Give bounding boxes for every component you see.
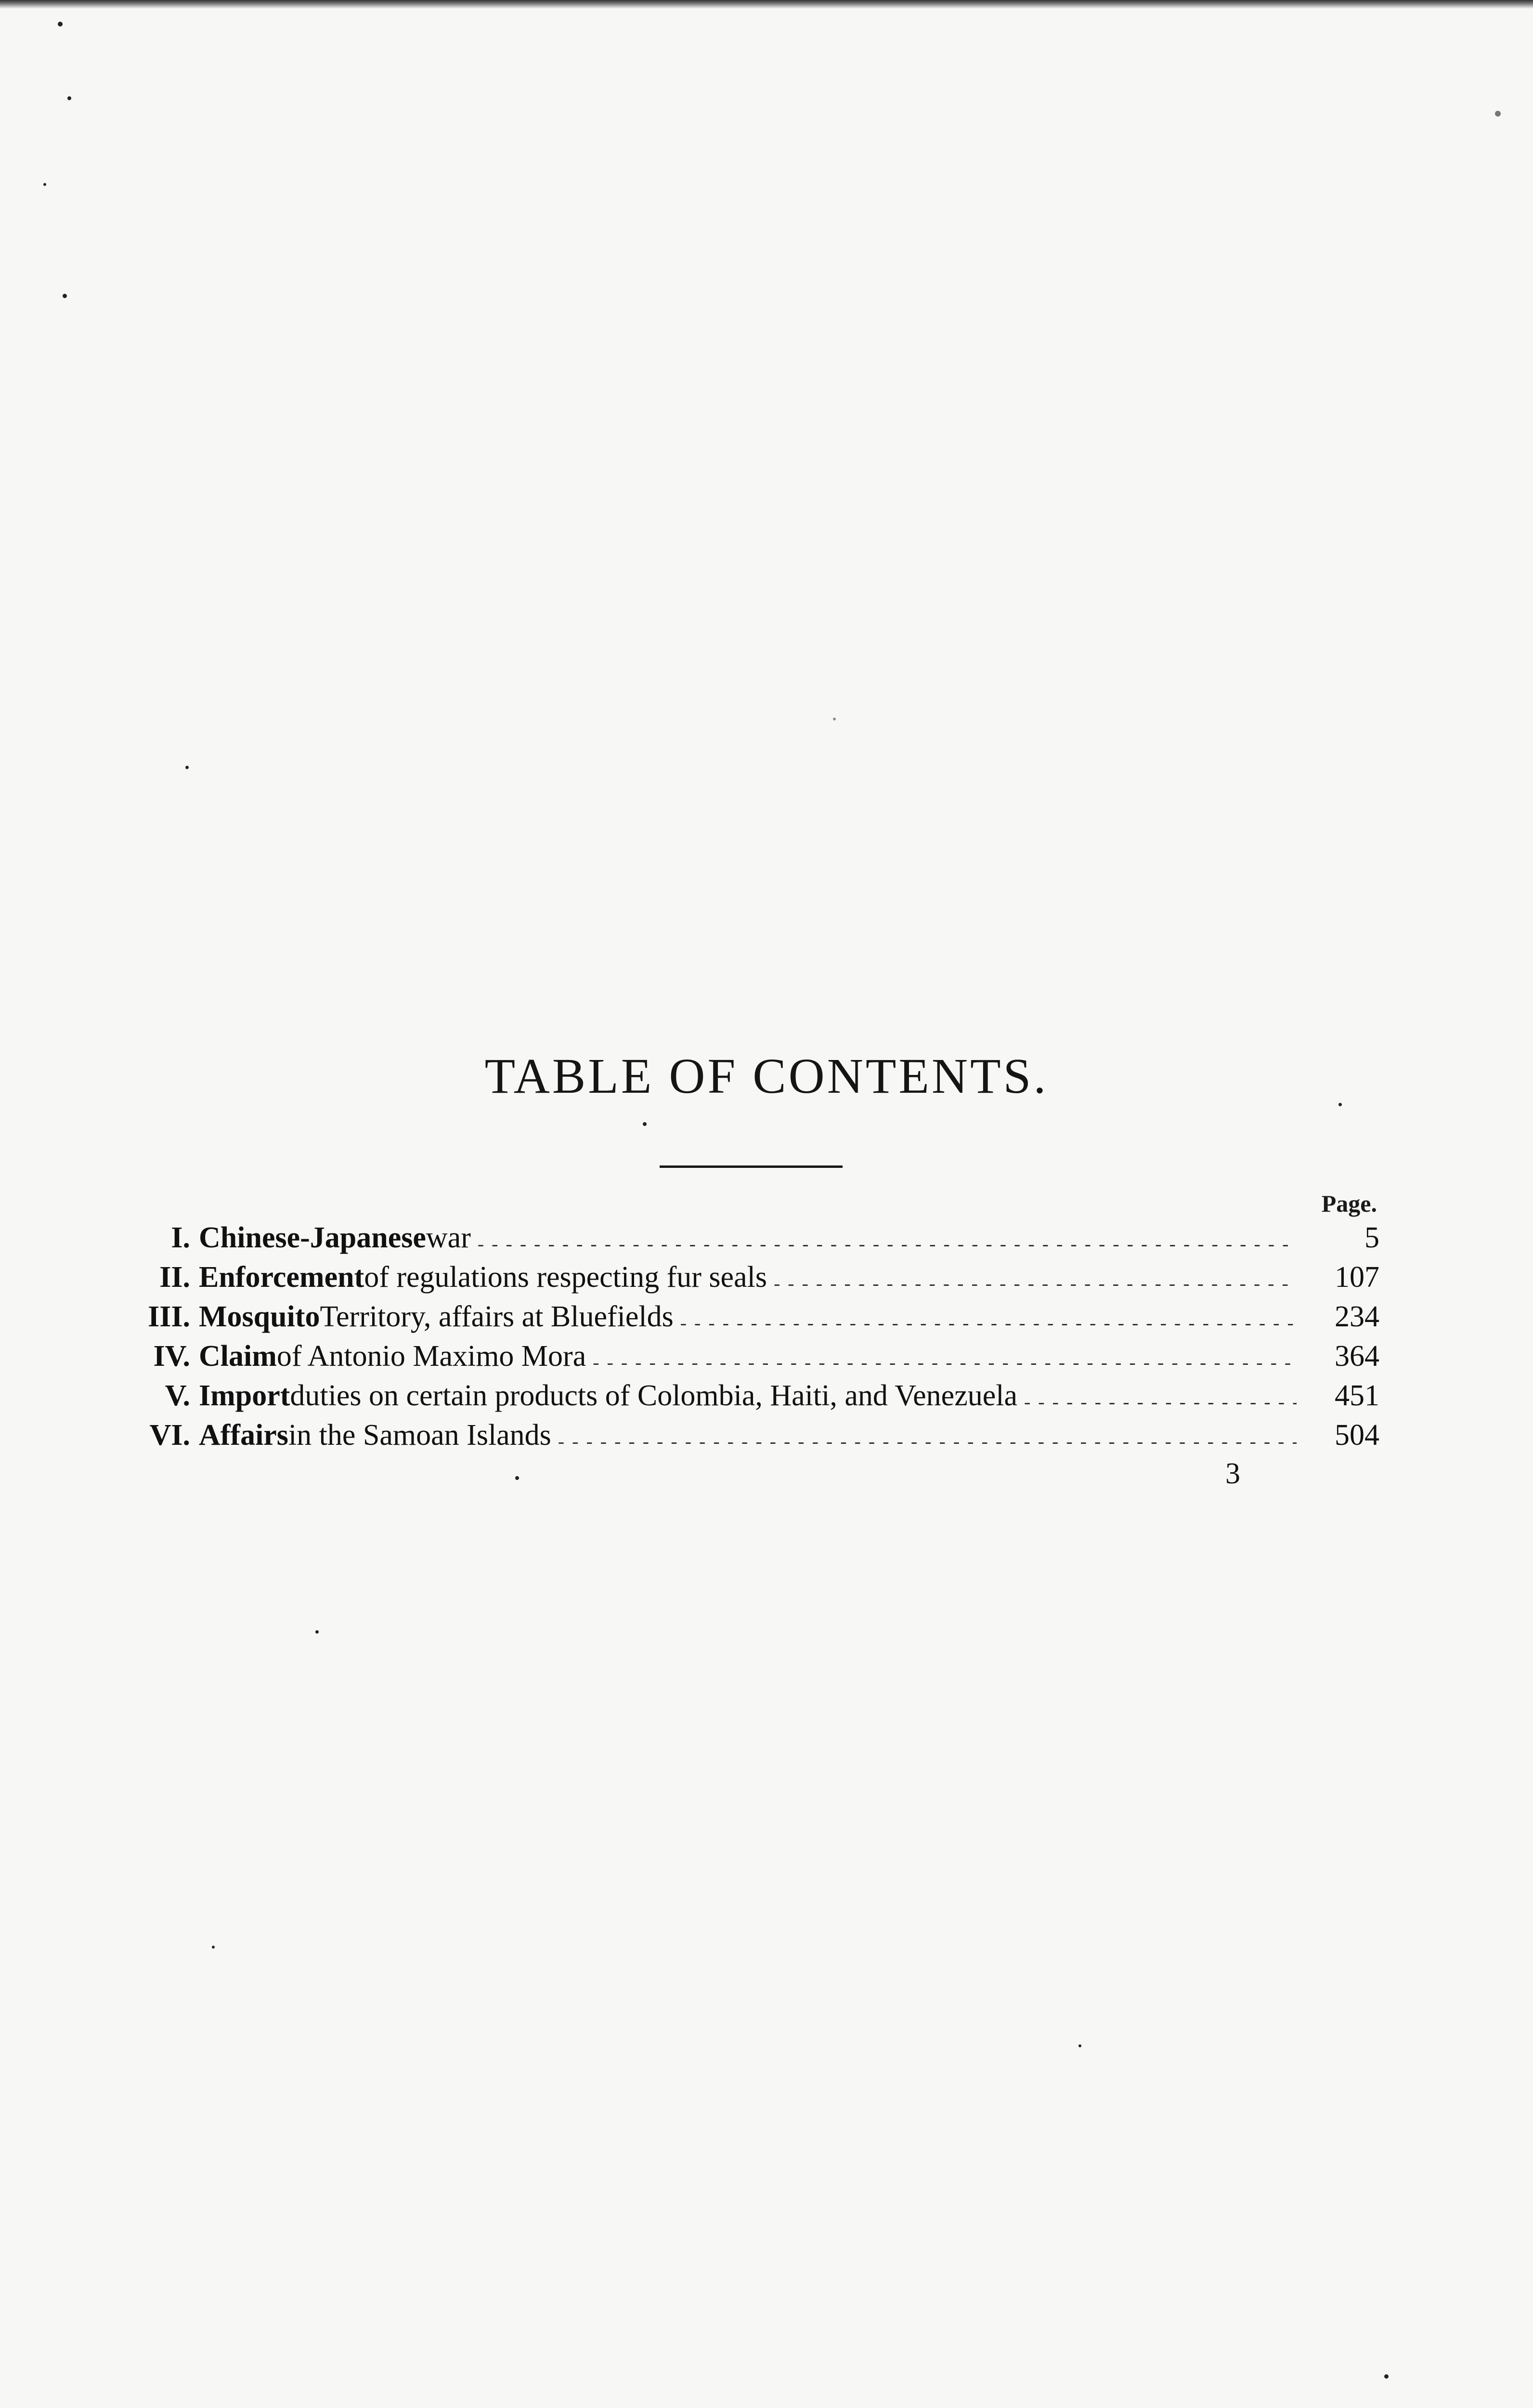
toc-entry-title-lead: Enforcement [199,1261,364,1294]
scan-speck [43,183,46,186]
scan-speck [67,96,71,100]
page-column-label: Page. [1321,1190,1377,1217]
toc-entry [96,1339,1379,1379]
toc-entry-page: 5 [1364,1221,1379,1254]
toc-entry-title: of regulations respecting fur seals [364,1261,767,1294]
toc-leader-dots [558,1421,1297,1451]
title-rule [660,1165,843,1168]
toc-entry [96,1260,1379,1300]
toc-entry-title-lead: Affairs [199,1419,288,1452]
toc-entry-title: Territory, affairs at Bluefields [320,1300,674,1333]
toc-entry-page: 107 [1335,1261,1379,1294]
toc-entry-title: of Antonio Maximo Mora [276,1340,586,1373]
toc-entry-number: IV. [153,1340,190,1373]
scan-speck [1078,2044,1081,2047]
scan-speck [1384,2374,1389,2379]
table-of-contents [96,1221,1379,1458]
toc-entry-number: I. [171,1221,190,1254]
toc-entry-page: 364 [1335,1340,1379,1373]
scan-speck [643,1122,647,1126]
toc-leader-dots [680,1303,1297,1333]
page-top-edge-shadow [0,0,1533,9]
toc-entry-number: VI. [149,1419,190,1452]
toc-entry-title-lead: Claim [199,1340,277,1373]
toc-entry-number: V. [165,1379,190,1412]
scan-speck [1495,111,1501,117]
toc-entry-page: 504 [1335,1419,1379,1452]
scan-speck [833,718,836,720]
scan-speck [58,22,63,26]
toc-entry-number: III. [148,1300,190,1333]
toc-entry [96,1221,1379,1260]
toc-entry [96,1379,1379,1418]
toc-entry-title-lead: Chinese-Japanese [199,1221,426,1254]
toc-entry-title: in the Samoan Islands [288,1419,551,1452]
toc-leader-dots [1024,1382,1297,1412]
toc-entry-title: duties on certain products of Colombia, Haiti, and Venezuela [290,1379,1017,1412]
scan-speck [212,1946,215,1949]
toc-entry-page: 234 [1335,1300,1379,1333]
toc-entry [96,1418,1379,1458]
toc-leader-dots [593,1342,1297,1372]
toc-entry-page: 451 [1335,1379,1379,1412]
page-title: TABLE OF CONTENTS. [484,1048,1049,1104]
scan-speck [515,1476,519,1480]
scan-speck [63,294,67,298]
toc-leader-dots [478,1224,1297,1254]
scan-speck [185,766,189,769]
toc-entry-number: II. [159,1261,190,1294]
toc-entry-title: war [426,1221,471,1254]
toc-entry [96,1300,1379,1339]
page-number: 3 [1225,1457,1240,1490]
toc-entry-title-lead: Mosquito [199,1300,320,1333]
scan-speck [315,1630,319,1634]
toc-leader-dots [774,1263,1297,1293]
toc-entry-title-lead: Import [199,1379,290,1412]
